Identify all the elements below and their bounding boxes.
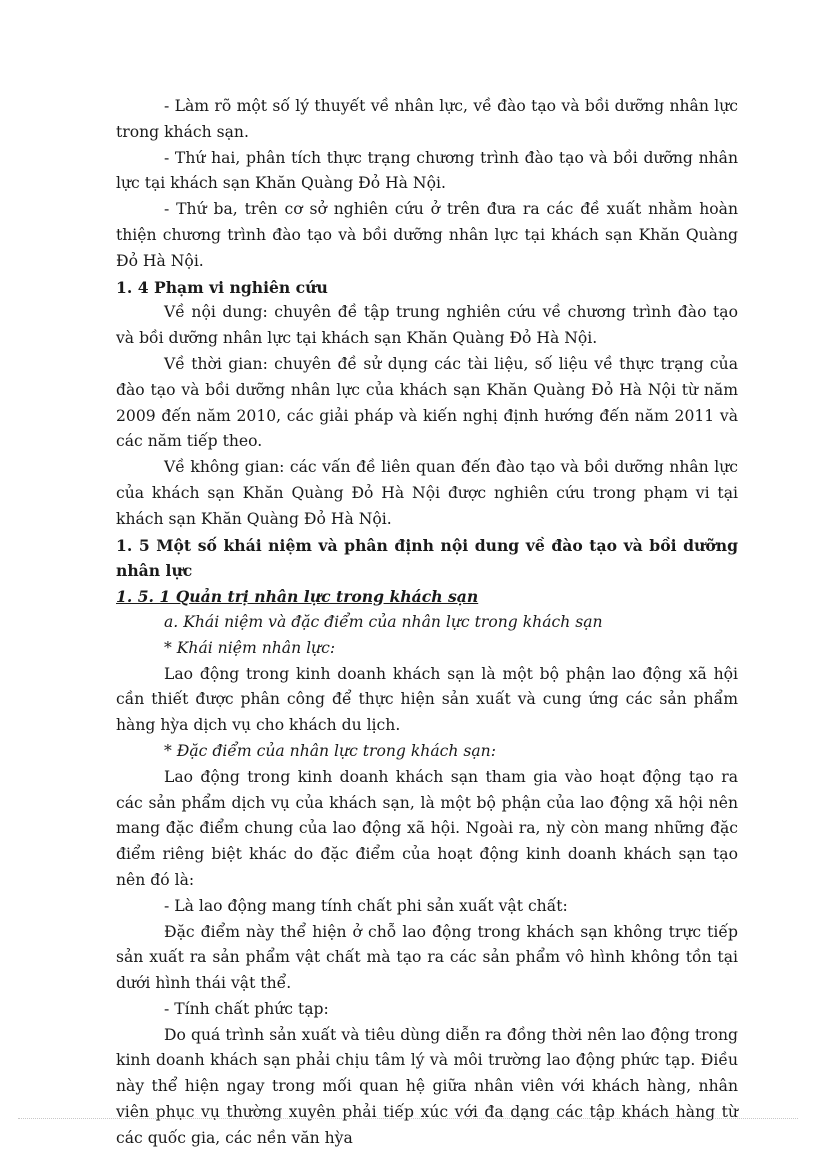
paragraph: - Làm rõ một số lý thuyết về nhân lực, về đào tạo và bồi dưỡng nhân lực trong khách sạn.	[116, 97, 738, 141]
italic-subheading: a. Khái niệm và đặc điểm của nhân lực trong khách sạn	[164, 612, 603, 631]
paragraph: Lao động trong kinh doanh khách sạn là một bộ phận lao động xã hội cần thiết được phân công để thực hiện sản xuất và cung ứng các sản phẩm hàng hỳa dịch vụ cho khách du lịch.	[116, 664, 738, 735]
italic-subheading: * Đặc điểm của nhân lực trong khách sạn:	[164, 741, 496, 760]
paragraph: - Tính chất phức tạp:	[164, 999, 329, 1018]
subsection-heading: 1. 5. 1 Quản trị nhân lực trong khách sạn	[116, 587, 479, 607]
paragraph: Về thời gian: chuyên đề sử dụng các tài liệu, số liệu về thực trạng của đào tạo và bồi dưỡng nhân lực của khách sạn Khăn Quàng Đỏ Hà Nội từ năm 2009 đến năm 2010, các giải pháp và kiến nghị định hướng đến năm 2011 và các năm tiếp theo.	[116, 354, 738, 451]
paragraph: Lao động trong kinh doanh khách sạn tham gia vào hoạt động tạo ra các sản phẩm dịch vụ của khách sạn, là một bộ phận của lao động xã hội nên mang đặc điểm chung của lao động xã hội. Ngoài ra, nỳ còn mang những đặc điểm riêng biệt khác do đặc điểm của hoạt động kinh doanh khách sạn tạo nên đó là:	[116, 767, 738, 889]
paragraph: - Là lao động mang tính chất phi sản xuất vật chất:	[164, 896, 568, 915]
paragraph: - Thứ hai, phân tích thực trạng chương trình đào tạo và bồi dưỡng nhân lực tại khách sạn Khăn Quàng Đỏ Hà Nội.	[116, 148, 738, 193]
section-heading: 1. 5 Một số khái niệm và phân định nội dung về đào tạo và bồi dưỡng nhân lực	[116, 535, 738, 581]
paragraph: Về không gian: các vấn đề liên quan đến đào tạo và bồi dưỡng nhân lực của khách sạn Khăn Quàng Đỏ Hà Nội được nghiên cứu trong phạm vi tại khách sạn Khăn Quàng Đỏ Hà Nội.	[116, 458, 738, 528]
paragraph: Do quá trình sản xuất và tiêu dùng diễn ra đồng thời nên lao động trong kinh doanh khách sạn phải chịu tâm lý và môi trường lao động phức tạp. Điều này thể hiện ngay trong mối quan hệ giữa nhân viên với khách hàng, nhân viên phục vụ thường xuyên phải tiếp xúc với đa dạng các tập khách hàng từ các quốc gia, các nền văn hỳa	[116, 1025, 738, 1147]
section-heading: 1. 4 Phạm vi nghiên cứu	[116, 277, 328, 297]
paragraph: - Thứ ba, trên cơ sở nghiên cứu ở trên đưa ra các đề xuất nhằm hoàn thiện chương trình đào tạo và bồi dưỡng nhân lực tại khách sạn Khăn Quàng Đỏ Hà Nội.	[116, 200, 738, 270]
paragraph: Đặc điểm này thể hiện ở chỗ lao động trong khách sạn không trực tiếp sản xuất ra sản phẩm vật chất mà tạo ra các sản phẩm vô hình không tồn tại dưới hình thái vật thể.	[116, 922, 738, 993]
paragraph: Về nội dung: chuyên đề tập trung nghiên cứu về chương trình đào tạo và bồi dưỡng nhân lực tại khách sạn Khăn Quàng Đỏ Hà Nội.	[116, 303, 738, 348]
page-bottom-divider	[18, 1118, 798, 1119]
italic-subheading: * Khái niệm nhân lực:	[164, 638, 336, 657]
document-body	[116, 94, 738, 1152]
